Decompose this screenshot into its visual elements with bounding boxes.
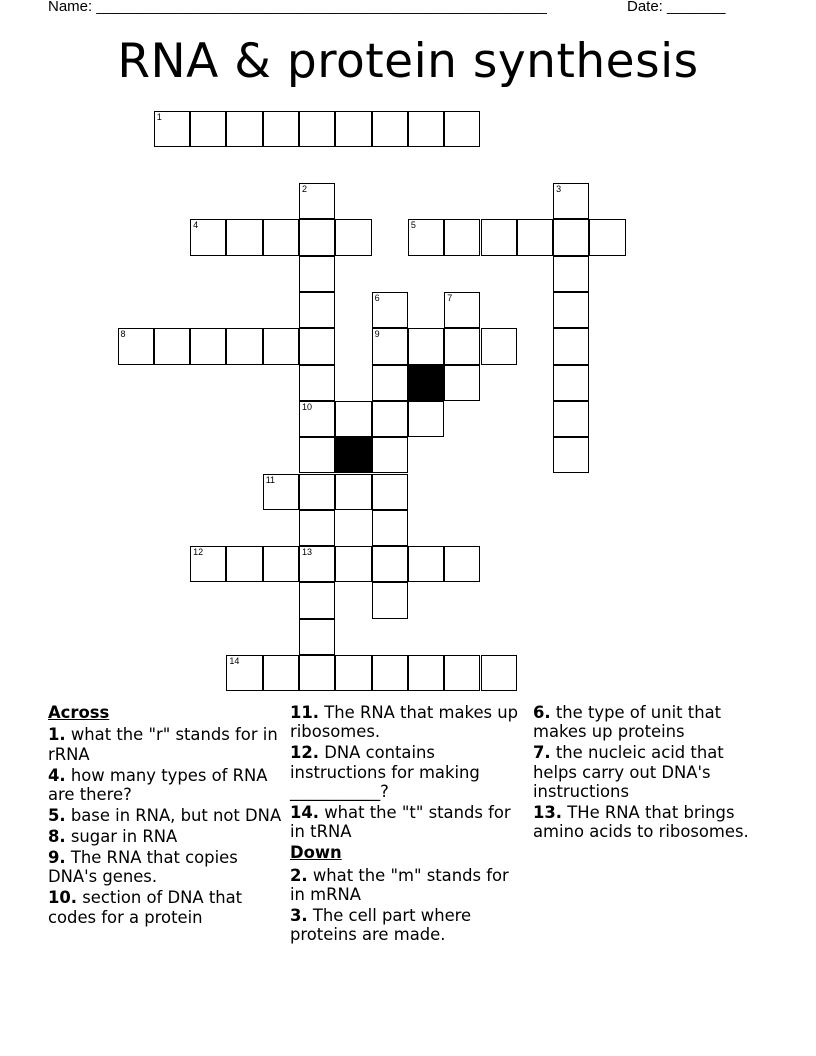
grid-cell[interactable] [226,546,262,582]
clue-across-8: 8. sugar in RNA [48,826,178,846]
clue-across-5: 5. base in RNA, but not DNA [48,806,282,826]
grid-cell[interactable] [408,655,444,691]
grid-cell[interactable] [553,401,589,437]
cell-number: 3 [556,184,562,195]
page-title: RNA & protein synthesis [117,34,699,89]
clue-across-12: 12. DNA contains instructions for making ___________? [290,743,480,802]
grid-cell[interactable] [335,655,371,691]
grid-cell[interactable] [299,510,335,546]
date-line: Date: _______ [627,0,726,15]
grid-cell[interactable] [481,219,517,255]
grid-cell[interactable] [118,328,154,364]
grid-cell[interactable] [263,111,299,147]
clue-across-11: 11. The RNA that makes up ribosomes. [290,703,519,742]
grid-cell[interactable] [299,219,335,255]
grid-cell[interactable] [553,219,589,255]
name-line: Name: ______________________________________________________ [48,0,547,15]
grid-cell[interactable] [299,546,335,582]
grid-cell[interactable] [408,546,444,582]
grid-cell[interactable] [335,474,371,510]
grid-cell[interactable] [372,474,408,510]
clue-down-3: 3. The cell part where proteins are made. [290,906,472,945]
grid-cell[interactable] [372,328,408,364]
black-cell [335,437,371,473]
cell-number: 14 [229,656,240,666]
clue-column-3 [533,703,769,843]
grid-cell[interactable] [553,183,589,219]
clue-column-1 [48,703,284,928]
cell-number: 11 [265,474,276,485]
grid-cell[interactable] [190,111,226,147]
grid-cell[interactable] [299,582,335,618]
grid-cell[interactable] [299,474,335,510]
grid-cell[interactable] [553,292,589,328]
across-heading: Across [48,703,110,722]
grid-cell[interactable] [372,292,408,328]
grid-cell[interactable] [299,619,335,655]
grid-cell[interactable] [408,328,444,364]
grid-cell[interactable] [299,328,335,364]
clue-down-2: 2. what the "m" stands for in mRNA [290,865,509,905]
clue-down-6: 6. the type of unit that makes up proteins [533,703,722,742]
grid-cell[interactable] [299,183,335,219]
grid-cell[interactable] [372,111,408,147]
grid-cell[interactable] [263,328,299,364]
clue-column-2 [290,703,526,946]
grid-cell[interactable] [372,510,408,546]
cell-number: 5 [410,220,416,231]
grid-cell[interactable] [444,365,480,401]
black-cell [408,365,444,401]
cell-number: 2 [302,184,308,195]
grid-cell[interactable] [517,219,553,255]
cell-number: 12 [193,547,204,558]
grid-cell[interactable] [190,328,226,364]
grid-cell[interactable] [444,292,480,328]
grid-cell[interactable] [553,365,589,401]
cell-number: 10 [302,401,313,412]
grid-cell[interactable] [335,401,371,437]
grid-cell[interactable] [372,582,408,618]
grid-cell[interactable] [481,328,517,364]
grid-cell[interactable] [444,655,480,691]
grid-cell[interactable] [299,365,335,401]
grid-cell[interactable] [263,219,299,255]
cell-number: 4 [193,220,199,231]
grid-cell[interactable] [299,256,335,292]
grid-cell[interactable] [444,546,480,582]
clue-across-14: 14. what the "t" stands for in tRNA [290,803,511,842]
grid-cell[interactable] [226,219,262,255]
clue-across-10: 10. section of DNA that codes for a protein [48,888,243,927]
clue-down-7: 7. the nucleic acid that helps carry out DNA's instructions [533,743,724,802]
down-heading: Down [290,843,342,863]
grid-cell[interactable] [263,655,299,691]
clue-across-9: 9. The RNA that copies DNA's genes. [48,847,238,887]
cell-number: 8 [120,329,126,340]
cell-number: 9 [374,329,380,340]
grid-cell[interactable] [154,328,190,364]
grid-cell[interactable] [444,219,480,255]
grid-cell[interactable] [553,256,589,292]
grid-cell[interactable] [481,655,517,691]
grid-cell[interactable] [553,328,589,364]
clue-down-13: 13. THe RNA that brings amino acids to ribosomes. [533,803,749,842]
grid-cell[interactable] [408,111,444,147]
clue-across-1: 1. what the "r" stands for in rRNA [48,725,278,764]
grid-cell[interactable] [299,401,335,437]
grid-cell[interactable] [263,474,299,510]
grid-cell[interactable] [444,111,480,147]
grid-cell[interactable] [372,401,408,437]
cell-number: 13 [302,547,313,558]
grid-cell[interactable] [335,111,371,147]
grid-cell[interactable] [263,546,299,582]
cell-number: 1 [156,111,162,122]
grid-cell[interactable] [226,328,262,364]
grid-cell[interactable] [154,111,190,147]
clue-across-4: 4. how many types of RNA are there? [48,765,268,805]
grid-cell[interactable] [408,219,444,255]
cell-number: 6 [374,293,380,303]
grid-cell[interactable] [299,111,335,147]
grid-cell[interactable] [299,655,335,691]
grid-cell[interactable] [335,219,371,255]
grid-cell[interactable] [226,655,262,691]
grid-cell[interactable] [372,365,408,401]
grid-cell[interactable] [226,111,262,147]
grid-cell[interactable] [372,546,408,582]
grid-cell[interactable] [589,219,625,255]
grid-cell[interactable] [372,437,408,473]
grid-cell[interactable] [190,546,226,582]
grid-cell[interactable] [444,328,480,364]
cell-number: 7 [447,293,453,303]
grid-cell[interactable] [553,437,589,473]
grid-cell[interactable] [408,401,444,437]
grid-cell[interactable] [335,546,371,582]
grid-cell[interactable] [299,437,335,473]
grid-cell[interactable] [190,219,226,255]
grid-cell[interactable] [299,292,335,328]
grid-cell[interactable] [372,655,408,691]
